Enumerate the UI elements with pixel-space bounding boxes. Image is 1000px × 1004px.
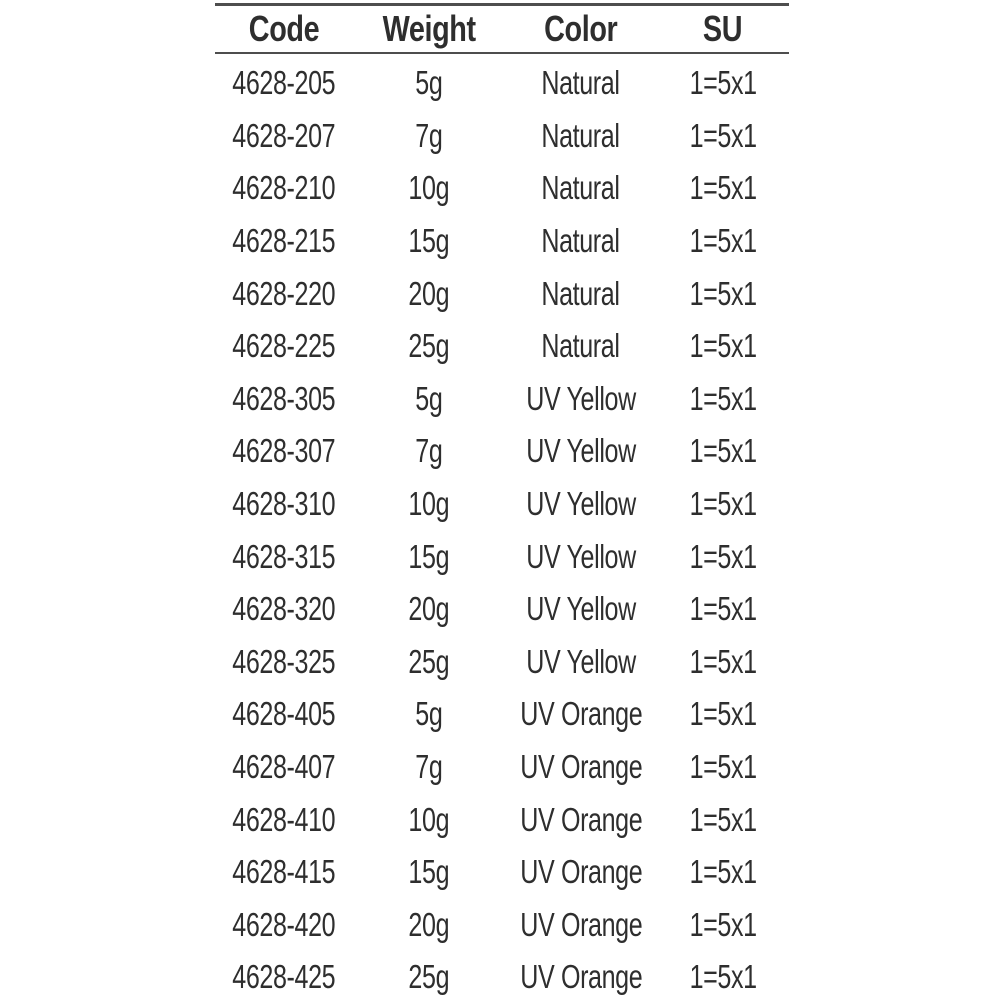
cell-code-text: 4628-425 — [232, 958, 336, 996]
cell-code-text: 4628-205 — [232, 64, 336, 102]
cell-code-text: 4628-220 — [232, 274, 336, 312]
cell-su-text: 1=5x1 — [689, 116, 757, 154]
cell-weight-text: 10g — [408, 485, 450, 523]
cell-weight — [353, 958, 505, 996]
column-header-color — [505, 8, 657, 50]
cell-code-text: 4628-415 — [232, 853, 336, 891]
table-row — [215, 110, 789, 163]
cell-weight — [353, 643, 505, 681]
cell-color — [505, 64, 657, 102]
cell-su-text: 1=5x1 — [689, 274, 757, 312]
cell-color-text: UV Orange — [519, 905, 642, 943]
cell-su — [657, 643, 789, 681]
cell-su-text: 1=5x1 — [689, 64, 757, 102]
cell-su — [657, 222, 789, 260]
cell-code-text: 4628-407 — [232, 748, 336, 786]
cell-su — [657, 906, 789, 944]
cell-su — [657, 590, 789, 628]
product-spec-table — [215, 3, 789, 1004]
cell-color-text: UV Orange — [519, 853, 642, 891]
cell-color — [505, 853, 657, 891]
cell-code-text: 4628-310 — [232, 485, 336, 523]
cell-code — [215, 801, 353, 839]
table-row — [215, 373, 789, 426]
cell-su — [657, 695, 789, 733]
table-row — [215, 846, 789, 899]
cell-weight-text: 5g — [415, 695, 443, 733]
cell-su — [657, 64, 789, 102]
cell-color-text: UV Orange — [519, 958, 642, 996]
cell-su-text: 1=5x1 — [689, 379, 757, 417]
cell-color-text: Natural — [541, 327, 621, 365]
table-row — [215, 425, 789, 478]
cell-color-text: UV Orange — [519, 695, 642, 733]
cell-su — [657, 169, 789, 207]
cell-color — [505, 222, 657, 260]
table-row — [215, 583, 789, 636]
cell-weight — [353, 380, 505, 418]
cell-weight-text: 25g — [408, 642, 450, 680]
cell-weight — [353, 327, 505, 365]
cell-code — [215, 958, 353, 996]
cell-su — [657, 327, 789, 365]
column-header-su-label: SU — [703, 8, 743, 49]
cell-weight-text: 15g — [408, 222, 450, 260]
cell-su — [657, 748, 789, 786]
cell-code-text: 4628-215 — [232, 222, 336, 260]
cell-color — [505, 590, 657, 628]
table-row — [215, 478, 789, 531]
table-row — [215, 741, 789, 794]
cell-weight-text: 7g — [415, 116, 443, 154]
cell-su — [657, 380, 789, 418]
cell-color — [505, 169, 657, 207]
table-row — [215, 899, 789, 952]
cell-code — [215, 590, 353, 628]
cell-code-text: 4628-307 — [232, 432, 336, 470]
cell-color-text: UV Orange — [519, 800, 642, 838]
cell-su-text: 1=5x1 — [689, 222, 757, 260]
cell-color — [505, 117, 657, 155]
cell-code — [215, 485, 353, 523]
cell-code-text: 4628-210 — [232, 169, 336, 207]
cell-color-text: Natural — [541, 116, 621, 154]
table-row — [215, 530, 789, 583]
table-row — [215, 793, 789, 846]
table-row — [215, 688, 789, 741]
cell-color — [505, 432, 657, 470]
cell-color-text: UV Yellow — [526, 485, 636, 523]
column-header-weight-label: Weight — [382, 8, 476, 49]
cell-color-text: UV Orange — [519, 748, 642, 786]
cell-weight-text: 7g — [415, 748, 443, 786]
cell-code — [215, 222, 353, 260]
cell-code — [215, 432, 353, 470]
cell-weight-text: 5g — [415, 379, 443, 417]
cell-weight-text: 20g — [408, 590, 450, 628]
cell-color — [505, 643, 657, 681]
cell-weight — [353, 853, 505, 891]
cell-su-text: 1=5x1 — [689, 537, 757, 575]
cell-weight-text: 25g — [408, 958, 450, 996]
cell-color-text: UV Yellow — [526, 590, 636, 628]
cell-weight — [353, 485, 505, 523]
cell-code-text: 4628-405 — [232, 695, 336, 733]
cell-su — [657, 801, 789, 839]
cell-code — [215, 906, 353, 944]
cell-weight — [353, 275, 505, 313]
cell-weight-text: 25g — [408, 327, 450, 365]
cell-color — [505, 801, 657, 839]
cell-weight — [353, 432, 505, 470]
cell-color — [505, 327, 657, 365]
cell-code — [215, 538, 353, 576]
cell-weight — [353, 748, 505, 786]
cell-weight-text: 15g — [408, 853, 450, 891]
cell-weight-text: 20g — [408, 274, 450, 312]
table-row — [215, 267, 789, 320]
cell-weight-text: 5g — [415, 64, 443, 102]
cell-color-text: Natural — [541, 169, 621, 207]
cell-color — [505, 906, 657, 944]
column-header-weight — [353, 8, 505, 50]
cell-su-text: 1=5x1 — [689, 958, 757, 996]
cell-su — [657, 538, 789, 576]
cell-code-text: 4628-315 — [232, 537, 336, 575]
cell-su — [657, 853, 789, 891]
cell-su-text: 1=5x1 — [689, 485, 757, 523]
cell-code-text: 4628-207 — [232, 116, 336, 154]
cell-code — [215, 169, 353, 207]
table-row — [215, 320, 789, 373]
cell-code — [215, 275, 353, 313]
cell-code — [215, 748, 353, 786]
table-body — [215, 57, 789, 1004]
cell-code-text: 4628-410 — [232, 800, 336, 838]
cell-weight-text: 15g — [408, 537, 450, 575]
cell-code — [215, 117, 353, 155]
table-row — [215, 162, 789, 215]
cell-weight — [353, 538, 505, 576]
cell-weight — [353, 801, 505, 839]
cell-code-text: 4628-305 — [232, 379, 336, 417]
cell-color-text: Natural — [541, 274, 621, 312]
table-row — [215, 215, 789, 268]
cell-su — [657, 432, 789, 470]
cell-color-text: UV Yellow — [526, 379, 636, 417]
cell-weight — [353, 695, 505, 733]
cell-code-text: 4628-325 — [232, 642, 336, 680]
cell-su-text: 1=5x1 — [689, 695, 757, 733]
cell-color — [505, 380, 657, 418]
cell-color-text: Natural — [541, 64, 621, 102]
table-row — [215, 57, 789, 110]
cell-color — [505, 538, 657, 576]
table-header-row — [215, 3, 789, 54]
cell-su-text: 1=5x1 — [689, 642, 757, 680]
cell-color-text: UV Yellow — [526, 432, 636, 470]
cell-code-text: 4628-225 — [232, 327, 336, 365]
cell-code — [215, 327, 353, 365]
table-row — [215, 951, 789, 1004]
cell-color-text: Natural — [541, 222, 621, 260]
cell-color — [505, 748, 657, 786]
cell-weight-text: 10g — [408, 169, 450, 207]
cell-color-text: UV Yellow — [526, 537, 636, 575]
cell-su — [657, 275, 789, 313]
cell-code — [215, 380, 353, 418]
cell-code-text: 4628-420 — [232, 905, 336, 943]
column-header-color-label: Color — [544, 8, 618, 49]
cell-su-text: 1=5x1 — [689, 853, 757, 891]
cell-color — [505, 485, 657, 523]
table-row — [215, 636, 789, 689]
column-header-code-label: Code — [248, 8, 320, 49]
cell-weight — [353, 222, 505, 260]
cell-color — [505, 958, 657, 996]
cell-code — [215, 695, 353, 733]
cell-weight — [353, 64, 505, 102]
cell-su-text: 1=5x1 — [689, 432, 757, 470]
cell-su — [657, 485, 789, 523]
cell-su-text: 1=5x1 — [689, 748, 757, 786]
cell-color-text: UV Yellow — [526, 642, 636, 680]
cell-weight-text: 10g — [408, 800, 450, 838]
cell-su-text: 1=5x1 — [689, 590, 757, 628]
cell-su-text: 1=5x1 — [689, 169, 757, 207]
cell-weight — [353, 906, 505, 944]
cell-weight — [353, 590, 505, 628]
cell-color — [505, 695, 657, 733]
cell-code-text: 4628-320 — [232, 590, 336, 628]
cell-code — [215, 64, 353, 102]
cell-code — [215, 643, 353, 681]
cell-su — [657, 958, 789, 996]
column-header-code — [215, 8, 353, 50]
cell-code — [215, 853, 353, 891]
cell-su-text: 1=5x1 — [689, 800, 757, 838]
cell-su-text: 1=5x1 — [689, 905, 757, 943]
cell-su — [657, 117, 789, 155]
cell-weight — [353, 169, 505, 207]
cell-weight-text: 7g — [415, 432, 443, 470]
cell-weight-text: 20g — [408, 905, 450, 943]
cell-weight — [353, 117, 505, 155]
column-header-su — [657, 8, 789, 50]
cell-su-text: 1=5x1 — [689, 327, 757, 365]
cell-color — [505, 275, 657, 313]
